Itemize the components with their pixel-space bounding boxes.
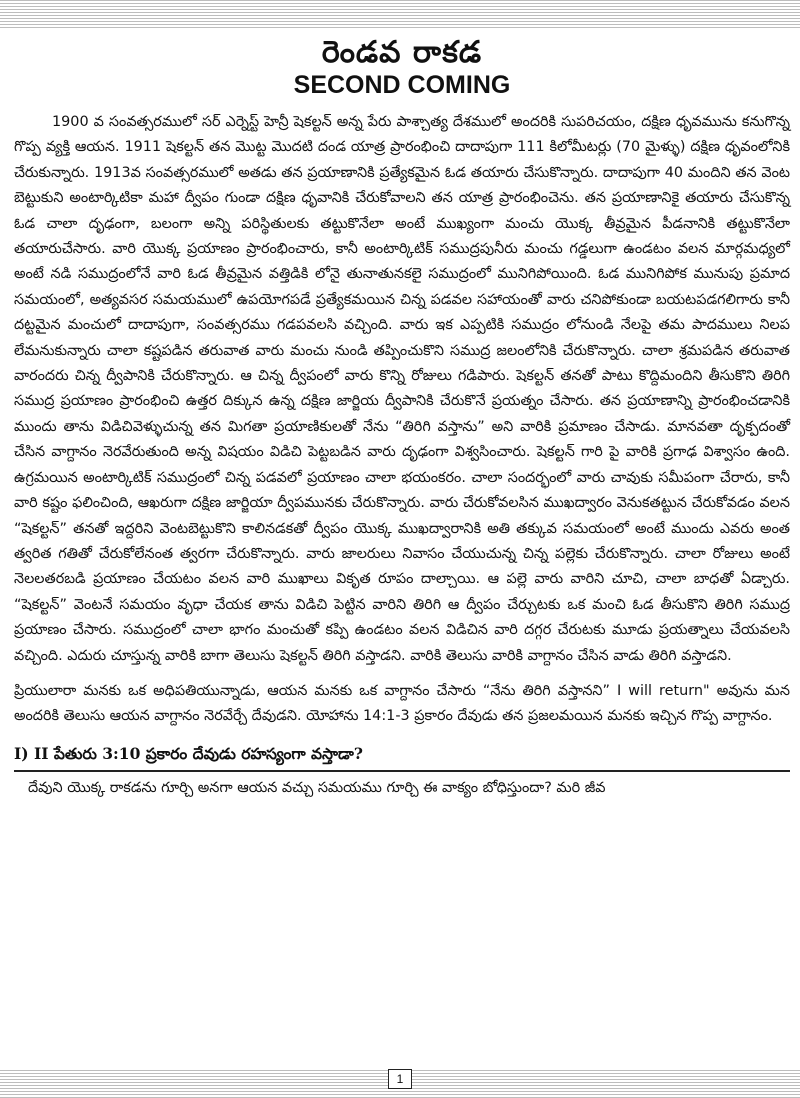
- top-hatched-border: [0, 0, 800, 28]
- page-title-english: SECOND COMING: [293, 71, 511, 99]
- page-number: 1: [388, 1069, 412, 1089]
- page-content: [14, 36, 790, 801]
- body-paragraph-continued: దేవుని యొక్క రాకడను గూర్చి అనగా ఆయన వచ్చు సమయము గూర్చి ఈ వాక్యం బోధిస్తుందా? మరి జీవ: [28, 779, 606, 796]
- body-paragraph-shackleton-story: 1900 వ సంవత్సరములో సర్ ఎర్నెస్ట్ హెన్రీ షెకల్టన్ అన్న పేరు పాశ్చాత్య దేశములో అందరికి సుపరిచయం, దక్షిణ ధృవమును కనుగొన్న గొప్ప వ్యక్తి ఆయన. 1911 షెకల్టన్ తన మొట్ట మొదటి దండ యాత్ర ప్రారంభించి దాదాపుగా 111 కిలోమీటర్లు (70 మైళ్ళు) దక్షిణ ధృవంలోనికి చేరుకున్నారు. 1913వ సంవత్సరములో అతడు తన ప్రయాణానికి ప్రత్యేకమైన ఓడ తయారు చేసుకొన్నారు. దాదాపుగా 40 మందిని తన వెంట బెట్టుకుని అంటార్కిటికా మహా ద్వీపం గుండా దక్షిణ ధృవానికి చేరుకోవాలని తన యాత్ర ప్రారంభించెను. తన ప్రయాణానికై తయారు చేసుకొన్న ఓడ చాలా దృఢంగా, బలంగా అన్ని పరిస్థితులకు తట్టుకొనేలా అంటే ముఖ్యంగా మంచు యొక్క తీవ్రమైన పీడనానికి తట్టుకొనేలా తయారుచేసారు. వారి యొక్క ప్రయాణం ప్రారంభించారు, కానీ అంటార్కిటిక్ సముద్రపునీరు మంచు గడ్డలుగా ఉండటం వలన మార్గమధ్యలో అంటే నడి సముద్రంలోనే వారి ఓడ తీవ్రమైన వత్తిడికి లోనై తునాతునకలై సముద్రంలో మునిగిపోయింది. ఓడ మునిగిపోక మునుపు ప్రమాద సమయంలో, అత్యవసర సమయములో ఉపయోగపడే ప్రత్యేకమయిన చిన్న పడవల సహాయంతో వారు చనిపోకుండా బయటపడగలిగారు కానీ దట్టమైన మంచులో దాదాపుగా, సంవత్సరము గడపవలసి వచ్చింది. వారు ఇక ఎప్పటికి సముద్రం లోనుండి నేలపై తమ పాదములు నిలప లేమనుకున్నారు చాలా కష్టపడిన తరువాత వారు మంచు నుండి తప్పించుకొని సముద్ర జలంలోనికి చేరుకొన్నారు. చాలా శ్రమపడిన తరువాత వారందరు చిన్న ద్వీపానికి చేరుకొన్నారు. ఆ చిన్న ద్వీపంలో వారు కొన్ని రోజులు గడిపారు. షెకల్టన్ తనతో పాటు కొద్దిమందిని తీసుకొని తిరిగి సముద్ర ప్రయాణం ప్రారంభించి ఉత్తర దిక్కున ఉన్న దక్షిణ జార్జియ ద్వీపానికి చేరుకొనే ప్రయత్నం చేసారు. తన ప్రయాణాన్ని ప్రారంభించడానికి ముందు తాను విడిచివెళ్ళుచున్న తన మిగతా ప్రయాణికులతో నేను “తిరిగి వస్తాను” అని వారికి ప్రమాణం చేసాడు. మానవతా దృక్పదంతో చేసిన వాగ్దానం నెరవేరుతుంది అన్న విషయం విడిచి పెట్టబడిన వారు దృఢంగా విశ్వసించారు. షెకల్టన్ గారి పై వారికి ప్రగాఢ విశ్వాసం ఉంది. ఉగ్రమయిన అంటార్కిటిక్ సముద్రంలో చిన్న పడవలో ప్రయాణం చాలా భయంకరం. చాలా సందర్భంలో వారు చావుకు సమీపంగా చేరారు, కానీ వారి కష్టం ఫలించింది, ఆఖరుగా దక్షిణ జార్జియా ద్వీపమునకు చేరుకొన్నారు. వారు చేరుకోవలసిన ముఖద్వారం వెనుకతట్టున చేరుకోవడం వలన “షెకల్టన్” తనతో ఇద్దరిని వెంటబెట్టుకొని కాలినడకతో ద్వీపం యొక్క ముఖద్వారానికి అతి తక్కువ సమయంలో అంటే ముందు ఎవరు అంత త్వరిత గతితో చేరుకోలేనంత త్వరగా చేరుకొన్నారు. వారు జాలరులు నివాసం చేయుచున్న చిన్న పల్లెకు చేరుకొన్నారు. చాలా రోజులు అంటే నెలలతరబడి ప్రయాణం చేయటం వలన వారి ముఖాలు వికృత రూపం దాల్చాయి. ఆ పల్లె వారు వారిని చూచి, చాలా బాధతో ఏడ్చారు. “షెకల్టన్” వెంటనే సమయం వృధా చేయక తాను విడిచి పెట్టిన వారిని తిరిగి ఆ ద్వీపం చేర్చుటకు ఒక మంచి ఓడ తీసుకొని తిరిగి సముద్ర ప్రయాణం చేసారు. సముద్రంలో చాలా భాగం మంచుతో కప్పి ఉండటం వలన విడిచిన వారి దగ్గర చేరుటకు మూడు ప్రయత్నాలు చేయవలసి వచ్చింది. ఎదురు చూస్తున్న వారికి బాగా తెలుసు షెకల్టన్ తిరిగి వస్తాడని. వారికి తెలుసు వారికి వాగ్దానం చేసిన వాడు తిరిగి వస్తాడని.: [14, 114, 790, 664]
- body-paragraph-promise: ప్రియులారా మనకు ఒక అధిపతియున్నాడు, ఆయన మనకు ఒక వాగ్దానం చేసారు “నేను తిరిగి వస్తానని” I will return" అవును మన అందరికి తెలుసు ఆయన వాగ్దానం నెరవేర్చే దేవుడని. యోహాను 14:1-3 ప్రకారం దేవుడు తన ప్రజలమయిన మనకు ఇచ్చిన గొప్ప వాగ్దానం.: [14, 682, 790, 725]
- heading-underline-divider: [14, 770, 790, 772]
- section-heading: I) II పేతురు 3:10 ప్రకారం దేవుడు రహస్యంగా వస్తాడా?: [14, 743, 363, 763]
- page-title-telugu: రెండవ రాకడ: [321, 35, 483, 70]
